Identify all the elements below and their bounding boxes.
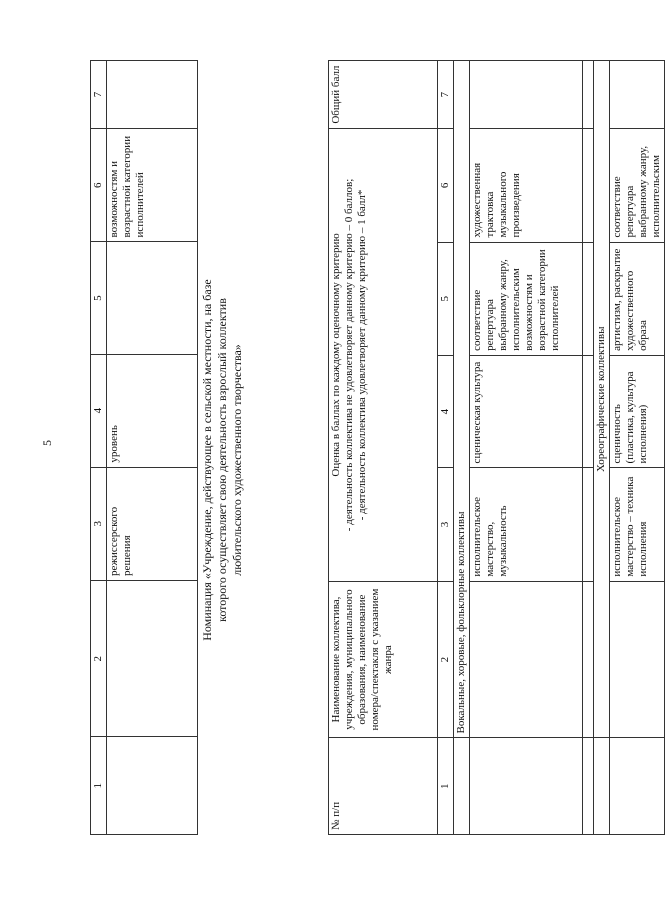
table-cell [107,61,198,129]
table-cell: сценическая культура [470,355,583,468]
col-number: 3 [438,468,454,581]
evaluation-table [328,60,665,835]
nomination-line: Номинация «Учреждение, действующее в сельской местности, на базе [200,279,214,641]
table-row [107,61,198,835]
table-cell: сценичность (пластика, культура исполнения) [610,355,665,468]
header-number: № п/п [329,738,438,835]
page-number: 5 [40,440,54,446]
col-number: 4 [438,355,454,468]
header-scoring [329,129,438,581]
section-row [594,61,610,835]
scoring-rule: - деятельность коллектива удовлетворяет данному критерию – 1 балл* [356,189,368,521]
table-cell [107,242,198,354]
table-cell [470,581,583,738]
table-cell [107,737,198,835]
col-number: 3 [91,467,107,580]
table-cell: артистизм, раскрытие художественного образа [610,242,665,355]
col-number: 7 [438,61,454,129]
table-cell [107,580,198,737]
table-cell: исполнительское мастерство – техника исполнения [610,468,665,581]
section-title: Вокальные, хоровые, фольклорные коллективы [454,61,470,738]
col-number: 4 [91,354,107,467]
table-cell [454,738,470,835]
table-cell [610,738,665,835]
table-cell [594,738,610,835]
nomination-line: которого осуществляет свою деятельность взрослый коллектив [215,298,229,622]
col-number: 1 [91,737,107,835]
section-row [454,61,470,835]
nomination-line: любительского художественного творчества» [230,344,244,576]
header-name: Наименование коллектива, учреждения, муниципального образования, наименование номера/спектакля с указанием жанра [329,581,438,738]
col-number: 7 [91,61,107,129]
table-cell: художественная трактовка музыкального произведения [470,129,583,242]
column-numbers-row [438,61,454,835]
col-number: 1 [438,738,454,835]
table-cell [583,242,594,355]
table-cell: соответствие репертуара выбранному жанру, исполнительским [610,129,665,242]
table-cell: уровень [107,354,198,467]
table-cell [583,468,594,581]
scoring-title: Оценка в баллах по каждому оценочному критерию [330,233,342,477]
table-cell: исполнительское мастерство, музыкальность [470,468,583,581]
scoring-rule: - деятельность коллектива не удовлетворяет данному критерию – 0 баллов; [343,178,355,532]
table-cell [470,61,583,129]
table-cell: возможностям и возрастной категории исполнителей [107,129,198,242]
continuation-table [90,60,198,835]
table-cell [583,738,594,835]
col-number: 5 [91,242,107,354]
table-header-row [91,61,107,835]
header-total: Общий балл [329,61,438,129]
table-row [470,61,583,835]
col-number: 2 [91,580,107,737]
nomination-heading [200,195,245,725]
section-title: Хореографические коллективы [594,61,610,738]
table-cell: соответствие репертуара выбранному жанру, исполнительским возможностям и возрастной категории исполнителей [470,242,583,355]
table-cell [583,129,594,242]
table-cell [470,738,583,835]
col-number: 5 [438,242,454,355]
table-row [583,61,594,835]
rotated-page-content [90,60,662,835]
col-number: 2 [438,581,454,738]
table-cell [610,61,665,129]
col-number: 6 [91,129,107,242]
col-number: 6 [438,129,454,242]
table-cell [583,355,594,468]
table-row [610,61,665,835]
table-header-row [329,61,438,835]
table-cell [583,581,594,738]
table-cell: режиссерского решения [107,467,198,580]
table-cell [583,61,594,129]
table-cell [610,581,665,738]
